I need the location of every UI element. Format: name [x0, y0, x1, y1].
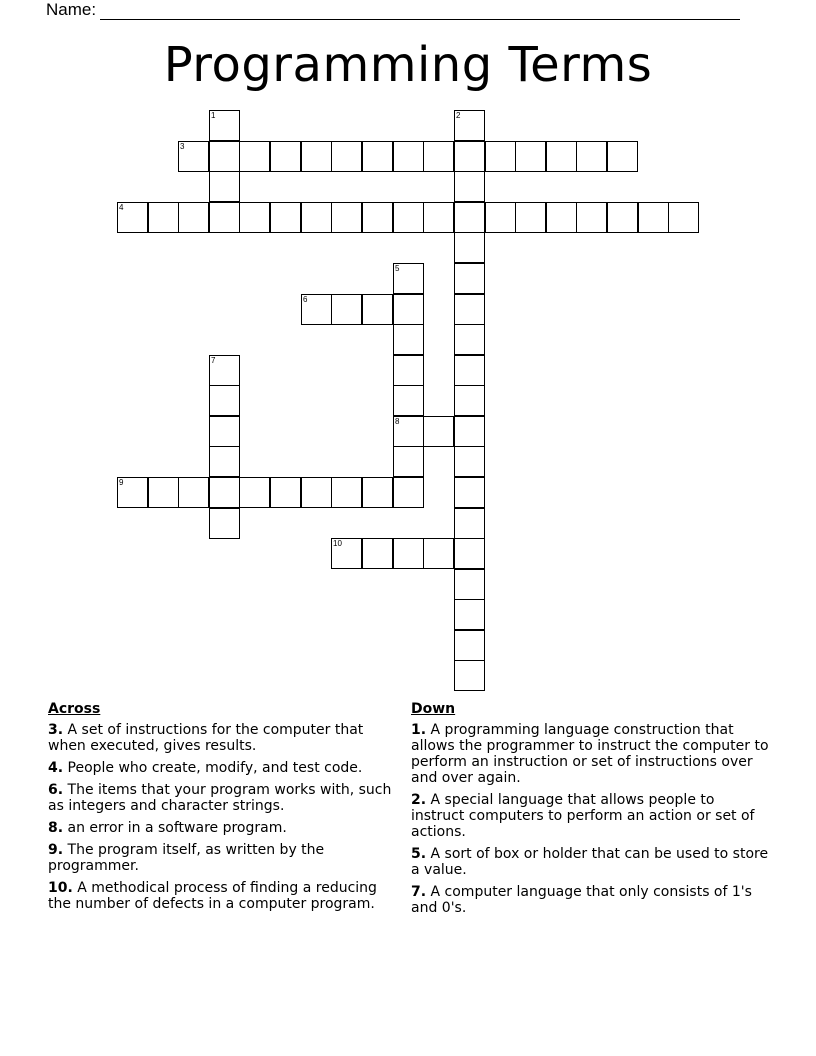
grid-cell[interactable]	[178, 141, 209, 172]
grid-cell[interactable]	[454, 171, 485, 202]
clue-number: 9	[119, 478, 124, 487]
grid-cell[interactable]	[117, 202, 148, 233]
grid-cell[interactable]	[576, 202, 607, 233]
grid-cell[interactable]	[638, 202, 669, 233]
grid-cell[interactable]	[148, 477, 179, 508]
grid-cell[interactable]	[454, 324, 485, 355]
grid-cell[interactable]	[362, 202, 393, 233]
clue-number: 1	[211, 111, 216, 120]
grid-cell[interactable]	[331, 477, 362, 508]
grid-cell[interactable]	[331, 538, 362, 569]
grid-cell[interactable]	[209, 110, 240, 141]
grid-cell[interactable]	[515, 141, 546, 172]
across-clue-3: 3. A set of instructions for the computer that when executed, gives results.	[48, 722, 364, 754]
grid-cell[interactable]	[423, 202, 454, 233]
grid-cell[interactable]	[331, 202, 362, 233]
grid-cell[interactable]	[362, 141, 393, 172]
across-clues	[48, 700, 398, 918]
grid-cell[interactable]	[301, 477, 332, 508]
grid-cell[interactable]	[270, 477, 301, 508]
across-clue-9: 9. The program itself, as written by the programmer.	[48, 842, 325, 874]
grid-cell[interactable]	[209, 355, 240, 386]
down-clue-7: 7. A computer language that only consists of 1's and 0's.	[411, 884, 752, 916]
grid-cell[interactable]	[270, 202, 301, 233]
grid-cell[interactable]	[454, 232, 485, 263]
grid-cell[interactable]	[301, 294, 332, 325]
grid-cell[interactable]	[454, 630, 485, 661]
grid-cell[interactable]	[485, 202, 516, 233]
grid-cell[interactable]	[454, 141, 485, 172]
grid-cell[interactable]	[331, 141, 362, 172]
grid-cell[interactable]	[576, 141, 607, 172]
clue-number: 8	[395, 417, 400, 426]
grid-cell[interactable]	[393, 446, 424, 477]
grid-cell[interactable]	[209, 202, 240, 233]
grid-cell[interactable]	[393, 538, 424, 569]
grid-cell[interactable]	[239, 477, 270, 508]
grid-cell[interactable]	[454, 385, 485, 416]
grid-cell[interactable]	[301, 202, 332, 233]
grid-cell[interactable]	[270, 141, 301, 172]
grid-cell[interactable]	[393, 385, 424, 416]
grid-cell[interactable]	[393, 477, 424, 508]
clue-number: 2	[456, 111, 461, 120]
grid-cell[interactable]	[209, 385, 240, 416]
grid-cell[interactable]	[362, 294, 393, 325]
grid-cell[interactable]	[668, 202, 699, 233]
grid-cell[interactable]	[454, 110, 485, 141]
grid-cell[interactable]	[362, 477, 393, 508]
grid-cell[interactable]	[117, 477, 148, 508]
grid-cell[interactable]	[454, 446, 485, 477]
grid-cell[interactable]	[454, 355, 485, 386]
grid-cell[interactable]	[454, 660, 485, 691]
grid-cell[interactable]	[454, 294, 485, 325]
grid-cell[interactable]	[209, 446, 240, 477]
across-heading: Across	[48, 701, 101, 717]
grid-cell[interactable]	[393, 294, 424, 325]
grid-cell[interactable]	[209, 171, 240, 202]
grid-cell[interactable]	[209, 141, 240, 172]
grid-cell[interactable]	[607, 202, 638, 233]
grid-cell[interactable]	[301, 141, 332, 172]
clue-number: 7	[211, 356, 216, 365]
grid-cell[interactable]	[607, 141, 638, 172]
grid-cell[interactable]	[331, 294, 362, 325]
grid-cell[interactable]	[393, 324, 424, 355]
clue-number: 5	[395, 264, 400, 273]
grid-cell[interactable]	[393, 416, 424, 447]
grid-cell[interactable]	[178, 477, 209, 508]
grid-cell[interactable]	[454, 599, 485, 630]
page-title: Programming Terms	[163, 37, 653, 93]
across-clue-10: 10. A methodical process of finding a reducing the number of defects in a computer program.	[48, 880, 377, 912]
grid-cell[interactable]	[209, 416, 240, 447]
grid-cell[interactable]	[423, 141, 454, 172]
grid-cell[interactable]	[454, 508, 485, 539]
down-clue-2: 2. A special language that allows people to instruct computers to perform an action or set of actions.	[411, 792, 755, 840]
grid-cell[interactable]	[148, 202, 179, 233]
down-clue-5: 5. A sort of box or holder that can be used to store a value.	[411, 846, 769, 878]
clue-number: 6	[303, 295, 308, 304]
name-label: Name:	[46, 0, 97, 19]
clue-number: 10	[333, 539, 342, 548]
grid-cell[interactable]	[239, 141, 270, 172]
grid-cell[interactable]	[393, 202, 424, 233]
grid-cell[interactable]	[178, 202, 209, 233]
across-clue-4: 4. People who create, modify, and test code.	[48, 760, 363, 776]
grid-cell[interactable]	[454, 538, 485, 569]
grid-cell[interactable]	[546, 141, 577, 172]
grid-cell[interactable]	[454, 202, 485, 233]
grid-cell[interactable]	[454, 477, 485, 508]
grid-cell[interactable]	[546, 202, 577, 233]
grid-cell[interactable]	[423, 416, 454, 447]
grid-cell[interactable]	[362, 538, 393, 569]
grid-cell[interactable]	[454, 263, 485, 294]
clue-number: 4	[119, 203, 124, 212]
clue-number: 3	[180, 142, 185, 151]
down-clues	[411, 700, 771, 922]
grid-cell[interactable]	[454, 416, 485, 447]
grid-cell[interactable]	[209, 477, 240, 508]
grid-cell[interactable]	[239, 202, 270, 233]
grid-cell[interactable]	[393, 355, 424, 386]
down-heading: Down	[411, 701, 456, 717]
across-clue-6: 6. The items that your program works with, such as integers and character strings.	[48, 782, 392, 814]
grid-cell[interactable]	[485, 141, 516, 172]
across-clue-8: 8. an error in a software program.	[48, 820, 287, 836]
grid-cell[interactable]	[515, 202, 546, 233]
grid-cell[interactable]	[423, 538, 454, 569]
grid-cell[interactable]	[393, 141, 424, 172]
grid-cell[interactable]	[393, 263, 424, 294]
grid-cell[interactable]	[209, 508, 240, 539]
grid-cell[interactable]	[454, 569, 485, 600]
down-clue-1: 1. A programming language construction that allows the programmer to instruct the computer to perform an instruction or set of instructions over and over again.	[411, 722, 769, 786]
